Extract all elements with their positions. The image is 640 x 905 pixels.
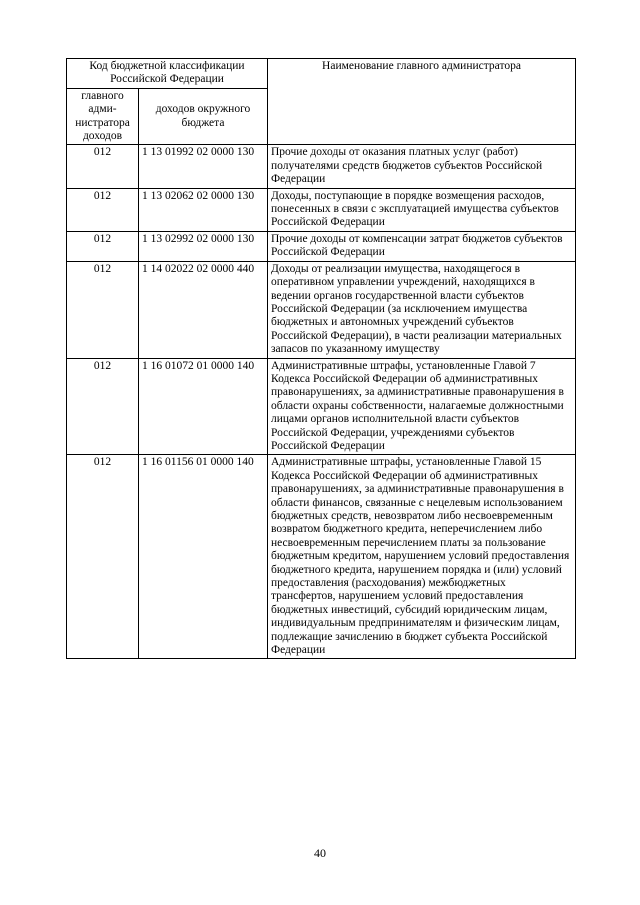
revenue-code-cell: 1 13 01992 02 0000 130 <box>139 145 268 188</box>
header-row-top <box>67 59 576 89</box>
revenue-code-cell: 1 13 02062 02 0000 130 <box>139 188 268 231</box>
admin-code-cell: 012 <box>67 231 139 261</box>
admin-code-cell: 012 <box>67 145 139 188</box>
admin-code-cell: 012 <box>67 261 139 358</box>
revenue-code-cell: 1 14 02022 02 0000 440 <box>139 261 268 358</box>
administrator-name-cell: Административные штрафы, установленные Главой 15 Кодекса Российской Федерации об административных правонарушениях, за административные правонарушения в области финансов, связанные с нецелевым использованием бюджетных средств, невозвратом либо несвоевременным возвратом бюджетного кредита, неперечислением либо несвоевременным перечислением платы за пользование бюджетным кредитом, нарушением условий предоставления бюджетного кредита, нарушением порядка и (или) условий предоставления (расходования) межбюджетных трансфертов, нарушением условий предоставления бюджетных инвестиций, субсидий юридическим лицам, индивидуальным предпринимателям и физическим лицам, подлежащие зачислению в бюджет субъекта Российской Федерации <box>268 455 576 659</box>
page-number: 40 <box>314 846 326 860</box>
header-district-budget-revenue: доходов окружного бюджета <box>139 88 268 145</box>
administrator-name-cell: Прочие доходы от компенсации затрат бюджетов субъектов Российской Федерации <box>268 231 576 261</box>
admin-code-cell: 012 <box>67 188 139 231</box>
header-administrator-name: Наименование главного администратора <box>268 59 576 145</box>
revenue-code-cell: 1 16 01156 01 0000 140 <box>139 455 268 659</box>
admin-code-cell: 012 <box>67 358 139 455</box>
administrator-name-cell: Доходы, поступающие в порядке возмещения расходов, понесенных в связи с эксплуатацией имущества субъектов Российской Федерации <box>268 188 576 231</box>
table-row <box>67 455 576 659</box>
budget-classification-table <box>66 58 576 659</box>
header-main-administrator: главного адми-нистратора доходов <box>67 88 139 145</box>
table-row <box>67 188 576 231</box>
revenue-code-cell: 1 16 01072 01 0000 140 <box>139 358 268 455</box>
table-row <box>67 231 576 261</box>
administrator-name-cell: Административные штрафы, установленные Главой 7 Кодекса Российской Федерации об административных правонарушениях, за административные правонарушения в области охраны собственности, налагаемые должностными лицами органов исполнительной власти субъектов Российской Федерации, учреждениями субъектов Российской Федерации <box>268 358 576 455</box>
administrator-name-cell: Доходы от реализации имущества, находящегося в оперативном управлении учреждений, находящихся в ведении органов государственной власти субъектов Российской Федерации (за исключением имущества бюджетных и автономных учреждений субъектов Российской Федерации), в части реализации материальных запасов по указанному имуществу <box>268 261 576 358</box>
table-row <box>67 261 576 358</box>
admin-code-cell: 012 <box>67 455 139 659</box>
table-row <box>67 145 576 188</box>
administrator-name-cell: Прочие доходы от оказания платных услуг (работ) получателями средств бюджетов субъектов Российской Федерации <box>268 145 576 188</box>
table-row <box>67 358 576 455</box>
header-classification-code: Код бюджетной классификации Российской Федерации <box>67 59 268 89</box>
revenue-code-cell: 1 13 02992 02 0000 130 <box>139 231 268 261</box>
